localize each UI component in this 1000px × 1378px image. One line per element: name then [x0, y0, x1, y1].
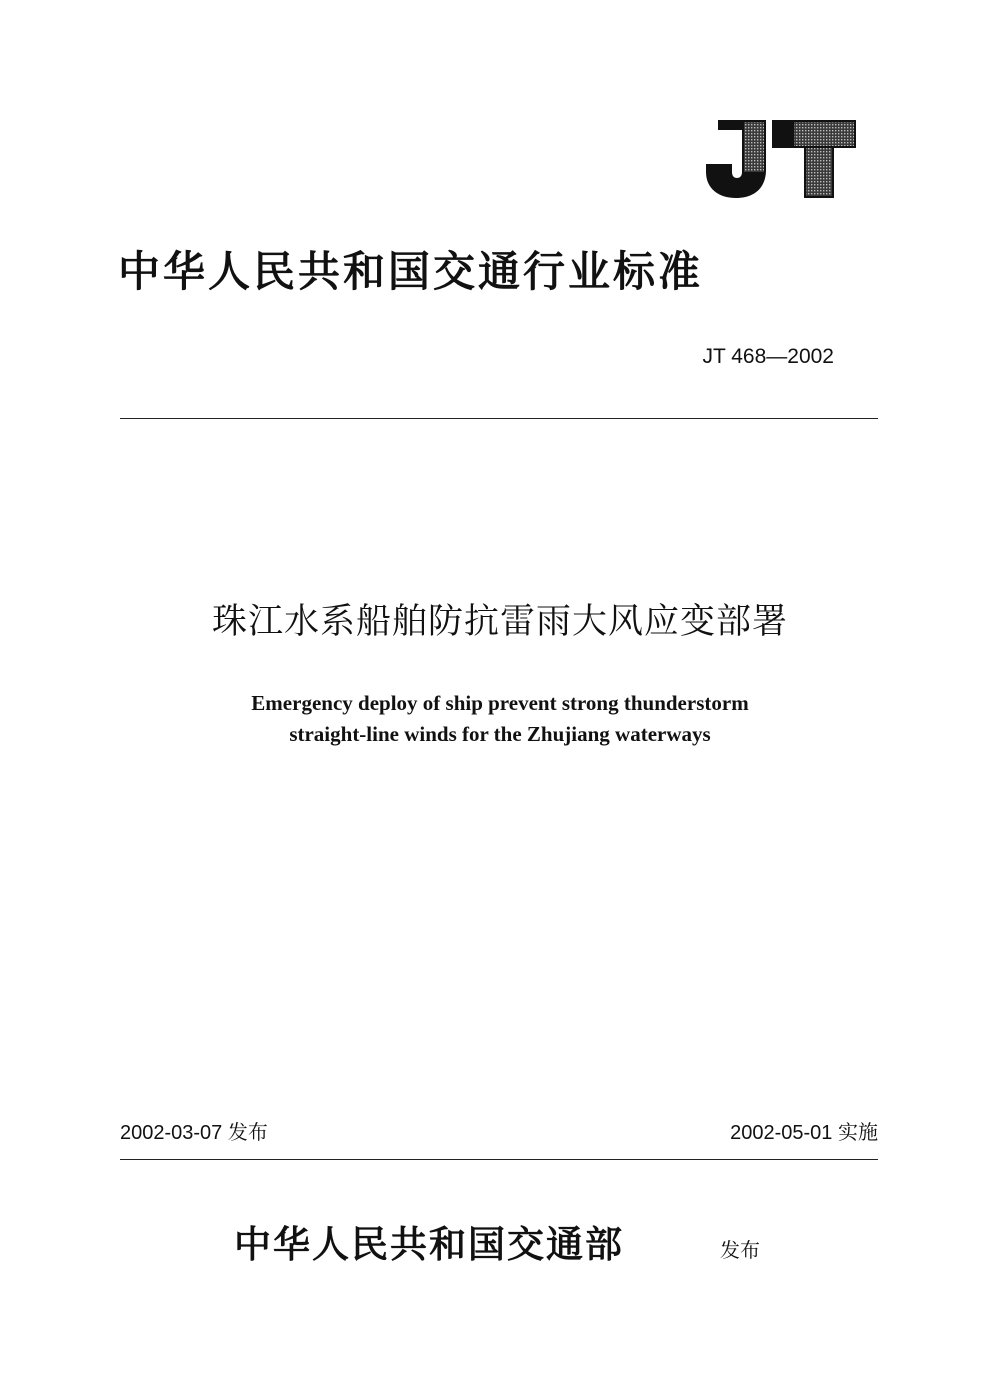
org-title: 中华人民共和国交通行业标准	[118, 247, 704, 296]
document-title-en	[0, 688, 1000, 750]
issue-date: 2002-03-07 发布	[120, 1122, 268, 1144]
jt-logo	[700, 112, 860, 202]
document-title-cn: 珠江水系船舶防抗雷雨大风应变部署	[211, 602, 788, 642]
top-divider	[120, 418, 878, 419]
title-en-line-2: straight-line winds for the Zhujiang waterways	[289, 722, 711, 746]
publisher-name: 中华人民共和国交通部	[234, 1222, 624, 1266]
title-en-line-1: Emergency deploy of ship prevent strong thunderstorm	[251, 691, 749, 715]
publish-label: 发布	[720, 1238, 760, 1262]
bottom-divider	[120, 1159, 878, 1160]
jt-logo-text: JT	[700, 112, 701, 113]
standard-number: JT 468—2002	[702, 345, 834, 368]
implement-date: 2002-05-01 实施	[730, 1122, 878, 1144]
